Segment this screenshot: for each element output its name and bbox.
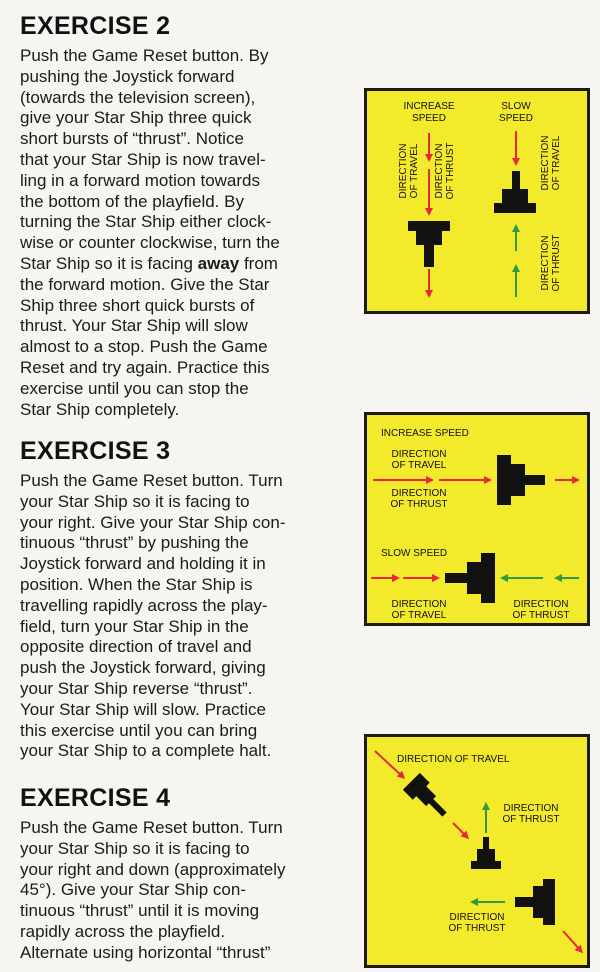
direction-of-thrust-label: DIRECTION <box>391 488 447 499</box>
exercise-4-text: Push the Game Reset button. Turn your Star Ship so it is facing to your right and down (approximately 45°). Give your Star Ship con- tinuous “thrust” until it is moving rapidly across the playfield. Alternate using horizontal “thrust” <box>20 818 286 962</box>
slow-speed-label: SLOW SPEED <box>381 548 448 559</box>
star-ship-icon <box>408 221 450 267</box>
exercise-2-diagram-svg <box>367 91 587 311</box>
direction-of-travel-label: DIRECTION OF TRAVEL <box>397 754 510 765</box>
emphasis-away: away <box>197 253 240 273</box>
direction-of-thrust-label: OF THRUST <box>502 814 560 825</box>
direction-of-travel-label: OF TRAVEL <box>391 460 447 471</box>
direction-of-thrust-label: OF THRUST <box>448 923 506 934</box>
direction-of-travel-label: OF TRAVEL <box>391 610 447 621</box>
exercise-2-heading: EXERCISE 2 <box>20 12 171 40</box>
direction-of-travel-label: DIRECTION <box>391 599 447 610</box>
exercise-2-text: Push the Game Reset button. By pushing the Joystick forward (towards the television screen), give your Star Ship three quick short bursts of “thrust”. Notice that your Star Ship is now travel- ling in a forward motion towards the bottom of the playfield. By turning the Star Ship either clock- wise or counter clockwise, turn the Star Ship so it is facing away from the forward motion. Give the Star Ship three short quick bursts of thrust. Your Star Ship will slow almost to a stop. Push the Game Reset and try again. Practice this exercise until you can stop the Star Ship completely. <box>20 46 280 419</box>
star-ship-icon <box>445 553 495 603</box>
direction-of-thrust-label: OF THRUST <box>551 234 562 292</box>
direction-of-thrust-label: DIRECTION <box>540 235 551 291</box>
exercise-2-diagram <box>364 88 590 314</box>
direction-of-thrust-label: OF THRUST <box>445 142 456 200</box>
exercise-3-heading: EXERCISE 3 <box>20 437 171 465</box>
exercise-3-diagram-svg <box>367 415 587 623</box>
red-arrow-diagonal <box>453 823 467 837</box>
direction-of-travel-label: OF TRAVEL <box>551 135 562 191</box>
slow-speed-label-2: SPEED <box>499 113 533 124</box>
direction-of-thrust-label: OF THRUST <box>390 499 448 510</box>
increase-speed-label-1: INCREASE <box>403 101 455 112</box>
direction-of-travel-label: DIRECTION <box>540 135 551 191</box>
exercise-4-diagram-svg <box>367 737 587 965</box>
direction-of-travel-label: OF TRAVEL <box>409 143 420 199</box>
direction-of-thrust-label: DIRECTION <box>513 599 569 610</box>
exercise-3-diagram <box>364 412 590 626</box>
increase-speed-label-2: SPEED <box>412 113 446 124</box>
star-ship-icon <box>497 455 545 505</box>
red-arrow-diagonal <box>563 931 581 951</box>
star-ship-icon <box>515 879 555 925</box>
direction-of-travel-label: DIRECTION <box>398 143 409 199</box>
direction-of-travel-label: DIRECTION <box>391 449 447 460</box>
exercise-4-heading: EXERCISE 4 <box>20 784 171 812</box>
exercise-4-diagram <box>364 734 590 968</box>
increase-speed-label: INCREASE SPEED <box>381 428 469 439</box>
star-ship-icon <box>403 773 453 823</box>
direction-of-thrust-label: DIRECTION <box>449 912 505 923</box>
direction-of-thrust-label: DIRECTION <box>503 803 559 814</box>
slow-speed-label-1: SLOW <box>501 101 531 112</box>
exercise-3-text: Push the Game Reset button. Turn your Star Ship so it is facing to your right. Give your Star Ship con- tinuous “thrust” by pushing the Joystick forward and holding it in position. When the Star Ship is travelling rapidly across the play- field, turn your Star Ship in the opposite direction of travel and push the Joystick forward, giving your Star Ship reverse “thrust”. Your Star Ship will slow. Practice this exercise until you can bring your Star Ship to a complete halt. <box>20 471 286 761</box>
direction-of-thrust-label: OF THRUST <box>512 610 570 621</box>
star-ship-icon <box>471 837 501 869</box>
star-ship-icon <box>494 171 536 213</box>
direction-of-thrust-label: DIRECTION <box>434 143 445 199</box>
